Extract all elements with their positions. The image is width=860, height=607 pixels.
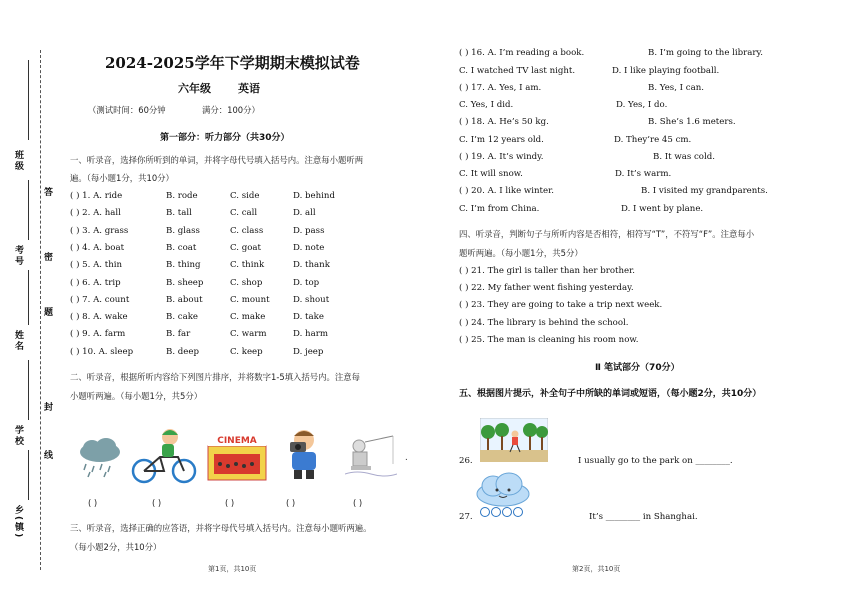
q20-option-b: B. I visited my grandparents. [641, 186, 768, 196]
question-option-d: D. pass [293, 225, 325, 236]
q24: ( ) 24. The library is behind the school. [459, 318, 629, 328]
class-label: 班级 [13, 150, 23, 172]
q18-option-a: ( ) 18. A. He’s 50 kg. [459, 117, 549, 127]
q22: ( ) 22. My father went fishing yesterday. [459, 283, 634, 293]
grade-label: 六年级 [178, 82, 211, 95]
subject-label: 英语 [238, 82, 260, 95]
question-option-b: B. thing [166, 260, 201, 271]
q18-option-b: B. She’s 1.6 meters. [648, 117, 736, 127]
question-option-a: ( ) 8. A. wake [70, 312, 128, 323]
binding-margin [0, 0, 52, 607]
q16-option-a: ( ) 16. A. I’m reading a book. [459, 48, 585, 58]
question-option-c: C. class [230, 225, 264, 236]
town-blank [28, 450, 29, 500]
answer-blank-1[interactable]: ( ) [88, 498, 98, 508]
seal-line [40, 50, 41, 570]
answer-blank-3[interactable]: ( ) [225, 498, 235, 508]
question-option-c: C. shop [230, 277, 263, 288]
question-option-b: B. cake [166, 312, 199, 323]
q25: ( ) 25. The man is cleaning his room now. [459, 335, 639, 345]
cloudy-weather-picture [473, 472, 531, 518]
name-blank [28, 270, 29, 325]
school-blank [28, 360, 29, 420]
page-1 [60, 0, 430, 607]
question-option-c: C. mount [230, 294, 270, 305]
q19-option-a: ( ) 19. A. It’s windy. [459, 152, 544, 162]
q18-option-d: D. They’re 45 cm. [614, 135, 692, 145]
question-option-d: D. shout [293, 294, 330, 305]
seal-char: 封 [44, 403, 54, 413]
question-option-d: D. all [293, 208, 316, 219]
question-option-a: ( ) 6. A. trip [70, 277, 121, 288]
question-option-a: ( ) 9. A. farm [70, 329, 126, 340]
page-2 [455, 0, 850, 607]
page-footer: 第1页，共10页 [208, 565, 257, 573]
score-info: 满分：100分） [202, 105, 260, 115]
class-blank [28, 60, 29, 140]
q26-number: 26. [459, 456, 473, 466]
q17-option-c: C. Yes, I did. [459, 100, 514, 110]
question-option-a: ( ) 7. A. count [70, 294, 130, 305]
q17-option-d: D. Yes, I do. [616, 100, 668, 110]
seal-char: 题 [44, 308, 54, 318]
answer-blank-5[interactable]: ( ) [353, 498, 363, 508]
exam-no-label: 考号 [13, 245, 23, 267]
sec1-instruction-2: 遍。（每小题1分，共10分） [70, 173, 174, 183]
question-option-c: C. warm [230, 329, 267, 340]
question-option-b: B. sheep [166, 277, 204, 288]
question-option-d: D. note [293, 242, 325, 253]
q20-option-a: ( ) 20. A. I like winter. [459, 186, 554, 196]
sec4-instruction-2: 题听两遍。（每小题1分，共5分） [459, 248, 583, 258]
time-info: （测试时间：60分钟 [88, 105, 166, 115]
question-option-a: ( ) 3. A. grass [70, 225, 129, 236]
trailing-dot: . [405, 452, 408, 462]
question-option-d: D. harm [293, 329, 328, 340]
seal-char: 线 [44, 451, 54, 461]
question-option-c: C. keep [230, 346, 263, 357]
question-option-a: ( ) 4. A. boat [70, 242, 125, 253]
cinema-picture [206, 432, 268, 482]
question-option-b: B. coat [166, 242, 197, 253]
exam-no-blank [28, 180, 29, 240]
sec3-instruction-2: （每小题2分，共10分） [70, 542, 162, 552]
question-option-d: D. jeep [293, 346, 324, 357]
town-label: 乡(镇) [13, 505, 23, 540]
question-option-d: D. top [293, 277, 320, 288]
answer-blank-4[interactable]: ( ) [286, 498, 296, 508]
question-option-a: ( ) 10. A. sleep [70, 346, 134, 357]
q19-option-d: D. It’s warm. [615, 169, 672, 179]
photographer-picture [282, 428, 328, 480]
seal-char: 密 [44, 253, 54, 263]
sec2-instruction: 二、听录音，根据所听内容给下列图片排序，并将数字1-5填入括号内。注意每 [70, 372, 361, 382]
exam-title: 2024-2025学年下学期期末模拟试卷 [105, 54, 360, 72]
question-option-b: B. deep [166, 346, 199, 357]
question-option-b: B. about [166, 294, 203, 305]
q27-number: 27. [459, 512, 473, 522]
cinema-sign: CINEMA [217, 436, 257, 446]
q26-sentence: I usually go to the park on ________. [578, 456, 733, 466]
q18-option-c: C. I’m 12 years old. [459, 135, 544, 145]
q21: ( ) 21. The girl is taller than her brother. [459, 266, 635, 276]
part2-title: Ⅱ 笔试部分（70分） [595, 363, 680, 373]
fishing-picture [345, 434, 397, 480]
q16-option-d: D. I like playing football. [612, 66, 720, 76]
question-option-c: C. goat [230, 242, 261, 253]
question-option-b: B. glass [166, 225, 200, 236]
q19-option-b: B. It was cold. [653, 152, 715, 162]
q19-option-c: C. It will snow. [459, 169, 523, 179]
sec4-instruction: 四、听录音，判断句子与所听内容是否相符，相符写“T”，不符写“F”。注意每小 [459, 229, 755, 239]
q20-option-d: D. I went by plane. [621, 204, 704, 214]
question-option-d: D. take [293, 312, 324, 323]
q23: ( ) 23. They are going to take a trip next week. [459, 300, 663, 310]
rain-cloud-picture [78, 438, 122, 478]
question-option-d: D. thank [293, 260, 330, 271]
q17-option-b: B. Yes, I can. [648, 83, 704, 93]
question-option-c: C. call [230, 208, 258, 219]
answer-blank-2[interactable]: ( ) [152, 498, 162, 508]
question-option-b: B. tall [166, 208, 192, 219]
park-picture [480, 418, 548, 462]
question-option-b: B. far [166, 329, 191, 340]
question-option-a: ( ) 5. A. thin [70, 260, 123, 271]
question-option-d: D. behind [293, 191, 335, 201]
q27-sentence: It’s ________ in Shanghai. [589, 512, 698, 522]
sec5-instruction: 五、根据图片提示，补全句子中所缺的单词或短语，（每小题2分，共10分） [459, 389, 762, 399]
question-option-c: C. side [230, 191, 260, 201]
page-footer: 第2页，共10页 [572, 565, 621, 573]
sec2-instruction-2: 小题听两遍。（每小题1分，共5分） [70, 391, 203, 401]
cyclist-picture [130, 427, 200, 487]
part1-title: 第一部分：听力部分（共30分） [160, 133, 290, 143]
q17-option-a: ( ) 17. A. Yes, I am. [459, 83, 542, 93]
sec1-instruction: 一、听录音，选择你所听到的单词，并将字母代号填入括号内。注意每小题听两 [70, 155, 364, 165]
q16-option-c: C. I watched TV last night. [459, 66, 576, 76]
question-option-c: C. make [230, 312, 266, 323]
question-option-c: C. think [230, 260, 265, 271]
question-option-b: B. rode [166, 191, 198, 201]
name-label: 姓名 [13, 330, 23, 352]
q16-option-b: B. I’m going to the library. [648, 48, 763, 58]
q20-option-c: C. I’m from China. [459, 204, 540, 214]
sec3-instruction: 三、听录音，选择正确的应答语，并将字母代号填入括号内。注意每小题听两遍。 [70, 523, 372, 533]
question-option-a: ( ) 1. A. ride [70, 191, 123, 201]
seal-char: 答 [44, 188, 54, 198]
school-label: 学校 [13, 425, 23, 447]
question-option-a: ( ) 2. A. hall [70, 208, 121, 219]
